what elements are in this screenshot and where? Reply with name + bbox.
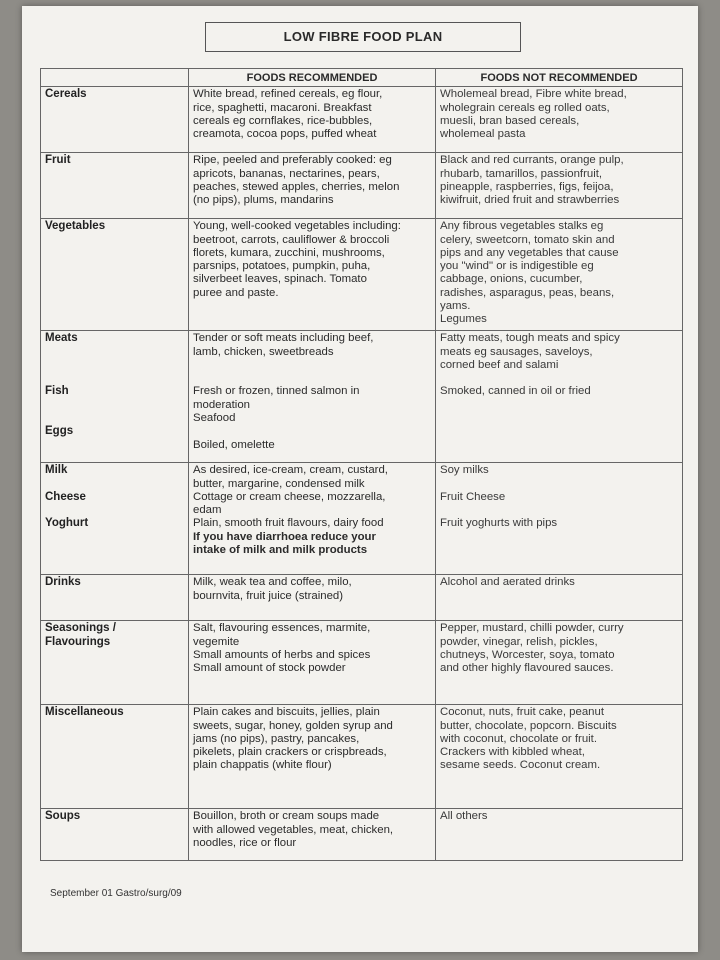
- category-label: Soups: [45, 810, 81, 823]
- not-recommended-line: yams.: [440, 300, 471, 313]
- recommended-line: beetroot, carrots, cauliflower & broccoli: [193, 233, 390, 246]
- recommended-cell: [189, 87, 436, 153]
- document-title: LOW FIBRE FOOD PLAN: [205, 22, 521, 52]
- not-recommended-line: kiwifruit, dried fruit and strawberries: [440, 194, 620, 207]
- diarrhoea-note: If you have diarrhoea reduce your: [193, 530, 376, 543]
- category-cell: [41, 621, 189, 705]
- recommended-line: parsnips, potatoes, pumpkin, puha,: [193, 260, 371, 273]
- recommended-line: apricots, bananas, nectarines, pears,: [193, 167, 380, 180]
- not-recommended-line: with coconut, chocolate or fruit.: [440, 732, 598, 745]
- not-recommended-line: sesame seeds. Coconut cream.: [440, 759, 601, 772]
- table-row: [41, 809, 683, 861]
- not-recommended-line: chutneys, Worcester, soya, tomato: [440, 648, 615, 661]
- header-foods-recommended: FOODS RECOMMENDED: [189, 69, 436, 87]
- not-recommended-line: you "wind" or is indigestible eg: [440, 260, 594, 273]
- not-recommended-line: and other highly flavoured sauces.: [440, 662, 614, 675]
- category-cell: [41, 463, 189, 575]
- category-cell: [41, 219, 189, 331]
- recommended-line: pikelets, plain crackers or crispbreads,: [193, 746, 387, 759]
- recommended-line: edam: [193, 504, 222, 517]
- recommended-line: Ripe, peeled and preferably cooked: eg: [193, 154, 392, 167]
- not-recommended-cell: [436, 705, 683, 809]
- recommended-line: Milk, weak tea and coffee, milo,: [193, 576, 352, 589]
- recommended-line: vegemite: [193, 635, 240, 648]
- recommended-line: rice, spaghetti, macaroni. Breakfast: [193, 101, 372, 114]
- recommended-line: butter, margarine, condensed milk: [193, 477, 365, 490]
- not-recommended-cell: [436, 219, 683, 331]
- recommended-line: cereals eg cornflakes, rice-bubbles,: [193, 114, 373, 127]
- category-label: Yoghurt: [45, 517, 89, 530]
- recommended-line: lamb, chicken, sweetbreads: [193, 345, 334, 358]
- not-recommended-cell: [436, 575, 683, 621]
- not-recommended-line: muesli, bran based cereals,: [440, 114, 580, 127]
- recommended-line: Small amount of stock powder: [193, 662, 346, 675]
- not-recommended-line: Fruit yoghurts with pips: [440, 517, 558, 530]
- recommended-line: silverbeet leaves, spinach. Tomato: [193, 273, 367, 286]
- category-label: Seasonings /: [45, 622, 116, 635]
- category-label: Flavourings: [45, 635, 111, 648]
- document-page: [22, 6, 698, 952]
- not-recommended-line: Soy milks: [440, 464, 489, 477]
- not-recommended-line: Black and red currants, orange pulp,: [440, 154, 624, 167]
- recommended-line: jams (no pips), pastry, pancakes,: [193, 732, 360, 745]
- not-recommended-line: Coconut, nuts, fruit cake, peanut: [440, 706, 604, 719]
- not-recommended-line: Pepper, mustard, chilli powder, curry: [440, 622, 624, 635]
- not-recommended-line: Legumes: [440, 313, 487, 326]
- table-row: [41, 87, 683, 153]
- not-recommended-line: Crackers with kibbled wheat,: [440, 746, 585, 759]
- recommended-cell: [189, 463, 436, 575]
- recommended-line: Fresh or frozen, tinned salmon in: [193, 385, 360, 398]
- recommended-line: florets, kumara, zucchini, mushrooms,: [193, 246, 385, 259]
- recommended-line: Tender or soft meats including beef,: [193, 332, 374, 345]
- table-row: [41, 219, 683, 331]
- recommended-line: puree and paste.: [193, 286, 279, 299]
- not-recommended-cell: [436, 331, 683, 463]
- recommended-cell: [189, 621, 436, 705]
- recommended-line: moderation: [193, 398, 250, 411]
- recommended-cell: [189, 575, 436, 621]
- not-recommended-line: radishes, asparagus, peas, beans,: [440, 286, 615, 299]
- recommended-line: bournvita, fruit juice (strained): [193, 589, 344, 602]
- category-label: Miscellaneous: [45, 706, 124, 719]
- not-recommended-line: rhubarb, tamarillos, passionfruit,: [440, 167, 603, 180]
- category-label: Fruit: [45, 154, 71, 167]
- recommended-cell: [189, 153, 436, 219]
- table-body: [41, 87, 683, 861]
- not-recommended-line: corned beef and salami: [440, 358, 559, 371]
- food-plan-table: [40, 68, 683, 861]
- recommended-line: Plain, smooth fruit flavours, dairy food: [193, 517, 384, 530]
- not-recommended-line: pips and any vegetables that cause: [440, 246, 619, 259]
- recommended-line: Salt, flavouring essences, marmite,: [193, 622, 371, 635]
- category-cell: [41, 153, 189, 219]
- recommended-line: noodles, rice or flour: [193, 836, 297, 849]
- recommended-line: Boiled, omelette: [193, 438, 275, 451]
- table-row: [41, 463, 683, 575]
- recommended-line: As desired, ice-cream, cream, custard,: [193, 464, 388, 477]
- not-recommended-line: powder, vinegar, relish, pickles,: [440, 635, 598, 648]
- not-recommended-line: cabbage, onions, cucumber,: [440, 273, 583, 286]
- category-cell: [41, 809, 189, 861]
- not-recommended-line: celery, sweetcorn, tomato skin and: [440, 233, 615, 246]
- category-cell: [41, 575, 189, 621]
- document-footer: September 01 Gastro/surg/09: [50, 888, 182, 899]
- recommended-line: peaches, stewed apples, cherries, melon: [193, 180, 400, 193]
- not-recommended-cell: [436, 153, 683, 219]
- recommended-line: (no pips), plums, mandarins: [193, 194, 334, 207]
- not-recommended-line: Wholemeal bread, Fibre white bread,: [440, 88, 627, 101]
- header-foods-not-recommended: FOODS NOT RECOMMENDED: [436, 69, 683, 87]
- table-row: [41, 153, 683, 219]
- not-recommended-cell: [436, 87, 683, 153]
- category-label: Cheese: [45, 490, 86, 503]
- not-recommended-line: Fruit Cheese: [440, 490, 506, 503]
- category-label: Vegetables: [45, 220, 106, 233]
- category-cell: [41, 331, 189, 463]
- not-recommended-line: pineapple, raspberries, figs, feijoa,: [440, 180, 614, 193]
- category-cell: [41, 87, 189, 153]
- category-label: Fish: [45, 385, 69, 398]
- header-blank-cell: [41, 69, 189, 87]
- table-header-row: [41, 69, 683, 87]
- category-label: Meats: [45, 332, 78, 345]
- recommended-line: White bread, refined cereals, eg flour,: [193, 88, 383, 101]
- not-recommended-cell: [436, 463, 683, 575]
- recommended-line: Plain cakes and biscuits, jellies, plain: [193, 706, 380, 719]
- recommended-line: with allowed vegetables, meat, chicken,: [193, 823, 394, 836]
- recommended-line: sweets, sugar, honey, golden syrup and: [193, 719, 393, 732]
- table-row: [41, 331, 683, 463]
- table-row: [41, 705, 683, 809]
- recommended-line: Seafood: [193, 412, 236, 425]
- not-recommended-cell: [436, 621, 683, 705]
- recommended-line: plain chappatis (white flour): [193, 759, 332, 772]
- recommended-line: creamota, cocoa pops, puffed wheat: [193, 128, 377, 141]
- recommended-line: Small amounts of herbs and spices: [193, 648, 371, 661]
- recommended-cell: [189, 219, 436, 331]
- not-recommended-cell: [436, 809, 683, 861]
- not-recommended-line: All others: [440, 810, 488, 823]
- category-cell: [41, 705, 189, 809]
- not-recommended-line: Smoked, canned in oil or fried: [440, 385, 591, 398]
- category-label: Milk: [45, 464, 68, 477]
- diarrhoea-note: intake of milk and milk products: [193, 544, 368, 557]
- table-row: [41, 621, 683, 705]
- category-label: Drinks: [45, 576, 81, 589]
- not-recommended-line: wholemeal pasta: [440, 128, 526, 141]
- category-label: Eggs: [45, 425, 74, 438]
- recommended-line: Bouillon, broth or cream soups made: [193, 810, 380, 823]
- not-recommended-line: Any fibrous vegetables stalks eg: [440, 220, 604, 233]
- not-recommended-line: Fatty meats, tough meats and spicy: [440, 332, 620, 345]
- recommended-line: Young, well-cooked vegetables including:: [193, 220, 401, 233]
- not-recommended-line: butter, chocolate, popcorn. Biscuits: [440, 719, 617, 732]
- recommended-line: Cottage or cream cheese, mozzarella,: [193, 490, 386, 503]
- recommended-cell: [189, 705, 436, 809]
- not-recommended-line: meats eg sausages, saveloys,: [440, 345, 593, 358]
- table-row: [41, 575, 683, 621]
- not-recommended-line: wholegrain cereals eg rolled oats,: [440, 101, 610, 114]
- category-label: Cereals: [45, 88, 87, 101]
- recommended-cell: [189, 809, 436, 861]
- not-recommended-line: Alcohol and aerated drinks: [440, 576, 575, 589]
- recommended-cell: [189, 331, 436, 463]
